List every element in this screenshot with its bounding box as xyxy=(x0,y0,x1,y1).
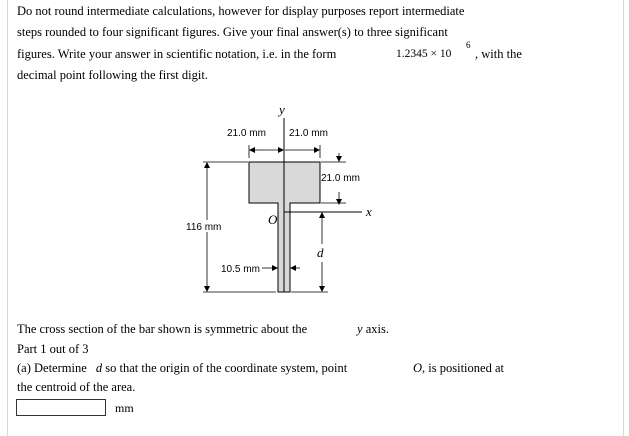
right-flange-dim-label: 21.0 mm xyxy=(289,128,328,139)
instructions-line-1: Do not round intermediate calculations, however for display purposes report intermediate xyxy=(17,4,465,18)
part-label: Part 1 out of 3 xyxy=(17,342,89,356)
flange-thickness-dim-label: 21.0 mm xyxy=(321,173,360,184)
answer-input[interactable] xyxy=(16,399,106,416)
question-text-c: , is positioned at xyxy=(422,361,504,375)
problem-axis-rest: axis. xyxy=(365,322,389,336)
left-flange-dim-label: 21.0 mm xyxy=(227,128,266,139)
origin-label: O xyxy=(268,212,278,227)
instructions-line-3: figures. Write your answer in scientific notation, i.e. in the form xyxy=(17,47,337,61)
question-line-2: the centroid of the area. xyxy=(17,380,136,394)
web-dim-label: 10.5 mm xyxy=(221,264,260,275)
x-axis-label: x xyxy=(366,204,372,219)
question-text-b: so that the origin of the coordinate system, point xyxy=(105,361,348,375)
instructions-line-2: steps rounded to four significant figures. Give your final answer(s) to three significant xyxy=(17,25,448,39)
instructions-line-4: decimal point following the first digit. xyxy=(17,68,208,82)
d-dim-label: d xyxy=(317,245,324,260)
question-point-o: O xyxy=(413,361,423,375)
problem-axis-var: y xyxy=(357,322,363,336)
problem-statement: The cross section of the bar shown is symmetric about the xyxy=(17,322,308,336)
instructions-line-3-end: , with the xyxy=(475,47,522,61)
problem-statement-axis xyxy=(357,322,389,337)
question-variable-d: d xyxy=(95,361,103,375)
question-text-a: (a) Determine xyxy=(17,361,87,375)
y-axis-label: y xyxy=(279,102,285,117)
question-point xyxy=(413,361,504,376)
question-line-1 xyxy=(17,361,347,376)
height-dim-label: 116 mm xyxy=(186,222,222,233)
notation-example-exponent: 6 xyxy=(466,40,471,50)
answer-unit: mm xyxy=(115,401,134,415)
notation-example-base: 1.2345 × 10 xyxy=(396,48,452,60)
